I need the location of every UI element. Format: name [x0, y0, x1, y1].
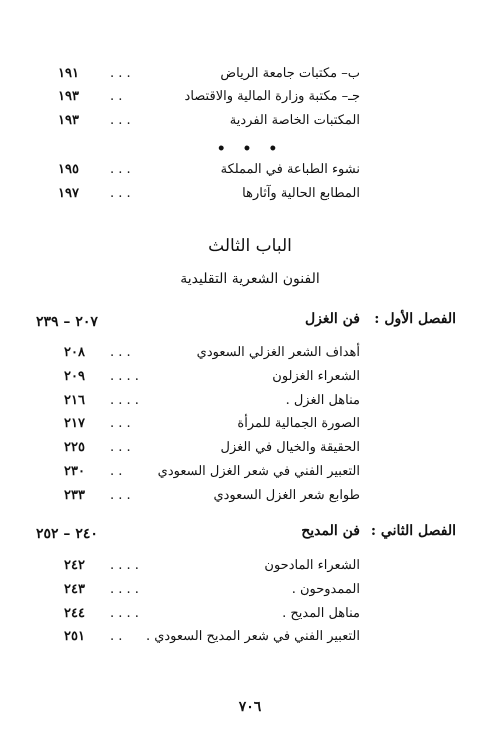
entry-page-number: ٢٣٣: [64, 488, 85, 503]
leader-dots: . . . .: [110, 558, 139, 573]
entry-page-number: ٢٤٢: [64, 558, 85, 573]
chapter-name: فن الغزل: [304, 311, 360, 327]
entry-page-number: ٢٠٩: [64, 369, 85, 384]
leader-dots: . .: [110, 464, 123, 479]
entry-page-number: ٢٢٥: [64, 440, 85, 455]
entry-title: نشوء الطباعة في المملكة: [220, 162, 360, 177]
leader-dots: . . . .: [110, 606, 139, 621]
entry-title: التعبير الفني في شعر المديح السعودي .: [145, 629, 360, 644]
entry-page-number: ١٩١: [58, 66, 79, 81]
entry-title: مناهل الغزل .: [285, 393, 360, 408]
entry-page-number: ١٩٣: [58, 113, 79, 128]
entry-page-number: ٢٤٣: [64, 582, 85, 597]
entry-page-number: ٢٤٤: [64, 606, 85, 621]
leader-dots: . . . .: [110, 393, 139, 408]
leader-dots: . . .: [110, 186, 131, 201]
leader-dots: . . .: [110, 113, 131, 128]
entry-title: المكتبات الخاصة الفردية: [229, 113, 360, 128]
entry-title: الشعراء المادحون: [264, 558, 360, 573]
chapter-label: الفصل الثاني :: [370, 523, 456, 539]
entry-page-number: ٢٠٨: [64, 345, 85, 360]
section-separator: • • •: [216, 141, 284, 157]
entry-title: طوابع شعر الغزل السعودي: [213, 488, 360, 503]
leader-dots: . . . .: [110, 582, 139, 597]
entry-title: الحقيقة والخيال في الغزل: [220, 440, 360, 455]
page-number: ٧٠٦: [238, 699, 262, 715]
section-title: الباب الثالث: [208, 236, 292, 256]
entry-page-number: ٢١٧: [64, 416, 85, 431]
entry-title: مناهل المديح .: [282, 606, 360, 621]
entry-title: أهداف الشعر الغزلي السعودي: [196, 345, 360, 360]
entry-page-number: ١٩٥: [58, 162, 79, 177]
leader-dots: . . .: [110, 416, 131, 431]
leader-dots: . .: [110, 629, 123, 644]
leader-dots: . . .: [110, 66, 131, 81]
leader-dots: . . . .: [110, 369, 139, 384]
chapter-name: فن المديح: [301, 523, 360, 539]
entry-title: ب– مكتبات جامعة الرياض: [220, 66, 360, 81]
entry-page-number: ١٩٣: [58, 89, 79, 104]
chapter-page-range: ٢٤٠ – ٢٥٢: [36, 526, 98, 542]
entry-title: الشعراء الغزلون: [272, 369, 360, 384]
leader-dots: . . .: [110, 440, 131, 455]
chapter-label: الفصل الأول :: [374, 311, 456, 327]
entry-title: جـ– مكتبة وزارة المالية والاقتصاد: [184, 89, 360, 104]
entry-page-number: ٢٣٠: [64, 464, 85, 479]
section-subtitle: الفنون الشعرية التقليدية: [180, 271, 320, 287]
leader-dots: . .: [110, 89, 123, 104]
leader-dots: . . .: [110, 488, 131, 503]
leader-dots: . . .: [110, 162, 131, 177]
entry-title: المطابع الحالية وآثارها: [242, 186, 360, 201]
leader-dots: . . .: [110, 345, 131, 360]
entry-page-number: ١٩٧: [58, 186, 79, 201]
entry-title: الصورة الجمالية للمرأة: [237, 416, 360, 431]
chapter-page-range: ٢٠٧ – ٢٣٩: [36, 314, 98, 330]
entry-title: التعبير الفني في شعر الغزل السعودي: [157, 464, 360, 479]
entry-page-number: ٢١٦: [64, 393, 85, 408]
entry-page-number: ٢٥١: [64, 629, 85, 644]
entry-title: الممدوحون .: [291, 582, 360, 597]
